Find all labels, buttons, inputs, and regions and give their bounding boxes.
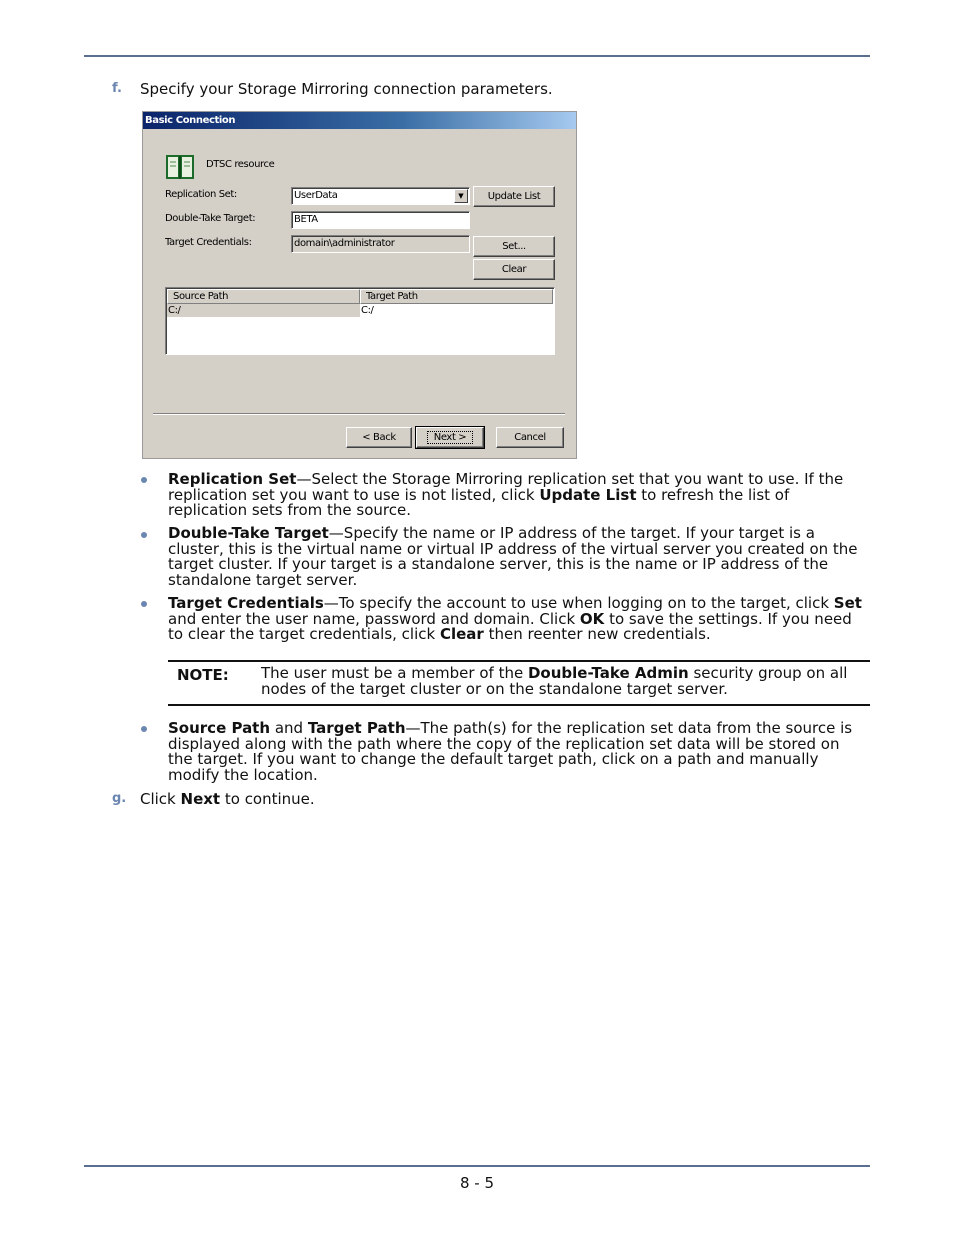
note-text: The user must be a member of the Double-Take Admin security group on all nodes of the target cluster or on the standalone target server. — [261, 664, 848, 698]
bullet-double-take-target: Double-Take Target—Specify the name or IP address of the target. If your target is a cluster, this is the virtual name or virtual IP address of the virtual server you created on the target cluster. If your target is a standalone server, this is the name or IP address of the standalone target server. — [168, 524, 858, 589]
clear-button[interactable]: Clear — [473, 259, 555, 280]
path-table[interactable] — [165, 287, 555, 355]
dialog-title: Basic Connection — [143, 112, 576, 129]
bullet-replication-set: Replication Set—Select the Storage Mirroring replication set that you want to use. If the replication set you want to use is not listed, click Update List to refresh the list of replication sets from the source. — [168, 470, 844, 519]
chevron-down-icon[interactable]: ▼ — [454, 189, 468, 203]
target-path-header[interactable]: Target Path — [360, 289, 553, 304]
note-box — [168, 660, 870, 706]
set-button[interactable]: Set... — [473, 236, 555, 257]
step-f-text: Specify your Storage Mirroring connection parameters. — [140, 80, 553, 98]
next-button-label: Next > — [427, 431, 473, 444]
resource-label: DTSC resource — [206, 159, 275, 170]
update-list-button[interactable]: Update List — [473, 186, 555, 207]
bullet-dot — [141, 532, 147, 538]
target-credentials-field: domain\administrator — [291, 235, 470, 253]
double-take-target-input[interactable]: BETA — [291, 211, 470, 229]
source-path-header[interactable]: Source Path — [167, 289, 360, 304]
note-label: NOTE: — [177, 666, 229, 684]
back-button[interactable]: < Back — [346, 427, 412, 448]
table-row-source-cell[interactable]: C:/ — [167, 304, 360, 317]
bullet-dot — [141, 601, 147, 607]
step-f-letter: f. — [112, 81, 122, 96]
replication-set-label: Replication Set: — [165, 189, 237, 200]
replication-set-combo[interactable] — [291, 187, 470, 205]
table-row-target-cell[interactable]: C:/ — [361, 305, 374, 316]
next-button[interactable] — [416, 427, 484, 448]
target-credentials-label: Target Credentials: — [165, 237, 252, 248]
bullet-dot — [141, 726, 147, 732]
footer-rule — [84, 1165, 870, 1167]
basic-connection-dialog — [142, 111, 577, 459]
dialog-separator — [153, 413, 565, 415]
double-take-target-label: Double-Take Target: — [165, 213, 256, 224]
bullet-target-credentials: Target Credentials—To specify the account to use when logging on to the target, click Set and enter the user name, password and domain. Click OK to save the settings. If you need to clear the target credentials, click Clear then reenter new credentials. — [168, 594, 862, 643]
replication-set-value: UserData — [294, 190, 338, 201]
step-g-letter: g. — [112, 791, 127, 806]
page-number: 8 - 5 — [459, 1174, 495, 1192]
book-icon — [165, 152, 195, 182]
header-rule — [84, 55, 870, 57]
step-g-text: Click Next to continue. — [140, 790, 315, 808]
bullet-source-target-path: Source Path and Target Path—The path(s) for the replication set data from the source is displayed along with the path where the copy of the replication set data will be stored on the target. If you want to change the default target path, click on a path and manually modify the location. — [168, 719, 853, 784]
bullet-dot — [141, 477, 147, 483]
cancel-button[interactable]: Cancel — [496, 427, 564, 448]
